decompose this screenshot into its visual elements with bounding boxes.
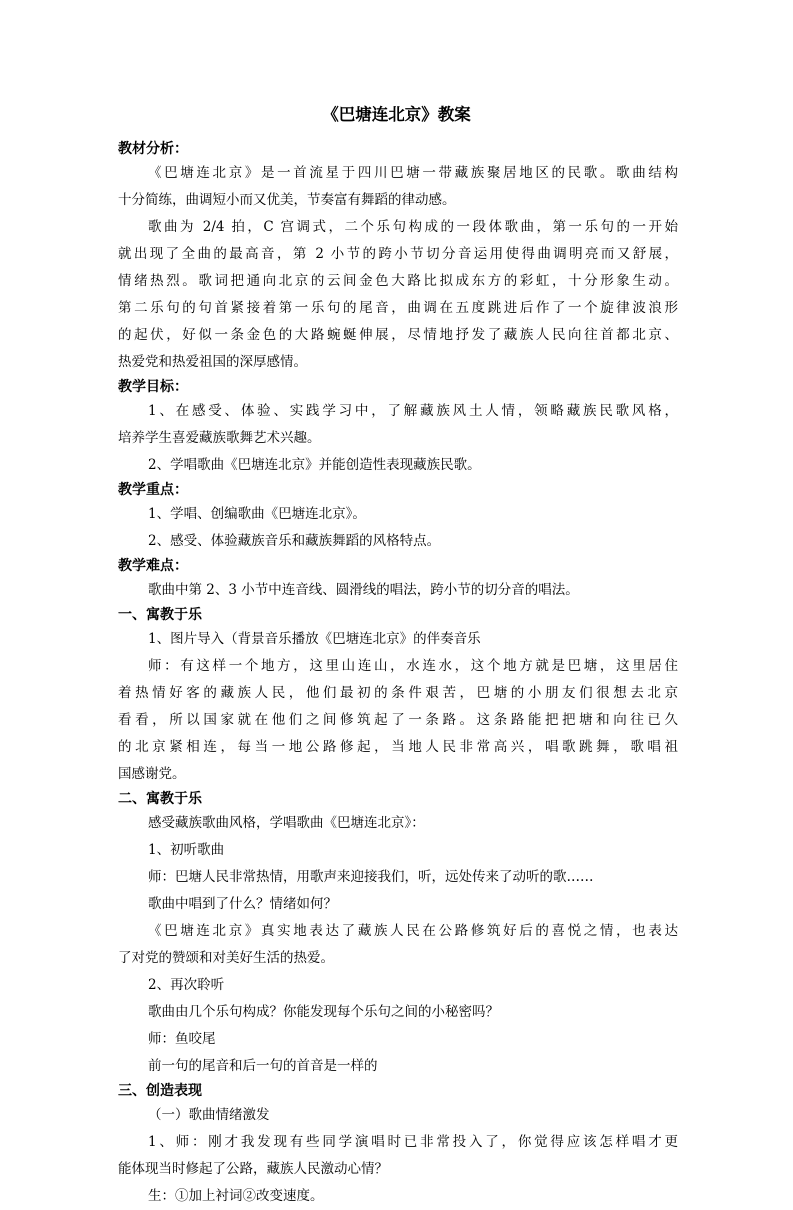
body-text-line: 热爱党和热爱祖国的深厚感情。: [118, 354, 307, 370]
body-text-line: 1、学唱、创编歌曲《巴塘连北京》。: [148, 506, 366, 522]
body-text-line: 师：巴塘人民非常热情，用歌声来迎接我们，听，远处传来了动听的歌……: [148, 869, 594, 885]
body-text-line: 2、感受、体验藏族音乐和藏族舞蹈的风格特点。: [148, 533, 441, 549]
body-text-line: 《巴塘连北京》真实地表达了藏族人民在公路修筑好后的喜悦之情，也表达: [148, 923, 678, 939]
body-text-line: （一）歌曲情绪激发: [148, 1107, 270, 1123]
section-heading: 教学重点：: [118, 482, 188, 498]
body-text-line: 培养学生喜爱藏族歌舞艺术兴趣。: [118, 430, 321, 446]
section-heading: 三、创造表现: [118, 1083, 202, 1099]
body-text-line: 国感谢党。: [118, 766, 186, 782]
body-text-line: 前一句的尾音和后一句的首音是一样的: [148, 1058, 378, 1074]
body-text-line: 2、再次聆听: [148, 977, 225, 993]
body-text-line: 第二乐句的句首紧接着第一乐句的尾音，曲调在五度跳进后作了一个旋律波浪形: [118, 300, 678, 316]
body-text-line: 歌曲为 2/4 拍，C 宫调式，二个乐句构成的一段体歌曲，第一乐句的一开始: [148, 219, 678, 235]
body-text-line: 了对党的赞颂和对美好生活的热爱。: [118, 950, 334, 966]
body-text-line: 1、在感受、体验、实践学习中，了解藏族风土人情，领略藏族民歌风格，: [148, 403, 678, 419]
section-heading: 一、寓教于乐: [118, 607, 202, 623]
body-text-line: 的北京紧相连，每当一地公路修起，当地人民非常高兴，唱歌跳舞，歌唱祖: [118, 739, 678, 755]
body-text-line: 2、学唱歌曲《巴塘连北京》并能创造性表现藏族民歌。: [148, 457, 481, 473]
body-text-line: 看看，所以国家就在他们之间修筑起了一条路。这条路能把把塘和向往已久: [118, 712, 678, 728]
section-heading: 教学目标：: [118, 379, 188, 395]
body-text-line: 师：鱼咬尾: [148, 1031, 216, 1047]
body-text-line: 着热情好客的藏族人民，他们最初的条件艰苦，巴塘的小朋友们很想去北京: [118, 685, 678, 701]
body-text-line: 1、初听歌曲: [148, 842, 225, 858]
section-heading: 二、寓教于乐: [118, 791, 202, 807]
body-text-line: 歌曲中唱到了什么？情绪如何？: [148, 896, 337, 912]
body-text-line: 情绪热烈。歌词把通向北京的云间金色大路比拟成东方的彩虹，十分形象生动。: [118, 273, 678, 289]
body-text-line: 歌曲由几个乐句构成？你能发现每个乐句之间的小秘密吗？: [148, 1004, 499, 1020]
document-title: 《巴塘连北京》教案: [322, 105, 471, 124]
body-text-line: 《巴塘连北京》是一首流星于四川巴塘一带藏族聚居地区的民歌。歌曲结构: [148, 165, 678, 181]
body-text-line: 能体现当时修起了公路，藏族人民激动心情？: [118, 1161, 388, 1177]
body-text-line: 感受藏族歌曲风格，学唱歌曲《巴塘连北京》：: [148, 815, 425, 831]
body-text-line: 的起伏，好似一条金色的大路蜿蜒伸展，尽情地抒发了藏族人民向往首都北京、: [118, 327, 678, 343]
body-text-line: 歌曲中第 2、3 小节中连音线、圆滑线的唱法，跨小节的切分音的唱法。: [148, 582, 579, 598]
body-text-line: 师：有这样一个地方，这里山连山，水连水，这个地方就是巴塘，这里居住: [148, 658, 678, 674]
body-text-line: 就出现了全曲的最高音，第 2 小节的跨小节切分音运用使得曲调明亮而又舒展，: [118, 246, 678, 262]
section-heading: 教材分析：: [118, 141, 188, 157]
document-body: [118, 138, 678, 1210]
section-heading: 教学难点：: [118, 558, 188, 574]
body-text-line: 生：①加上衬词②改变速度。: [148, 1188, 324, 1204]
body-text-line: 1、师：刚才我发现有些同学演唱时已非常投入了，你觉得应该怎样唱才更: [148, 1134, 678, 1150]
body-text-line: 1、图片导入（背景音乐播放《巴塘连北京》的伴奏音乐: [148, 631, 481, 647]
body-text-line: 十分简练，曲调短小而又优美，节奏富有舞蹈的律动感。: [118, 192, 456, 208]
